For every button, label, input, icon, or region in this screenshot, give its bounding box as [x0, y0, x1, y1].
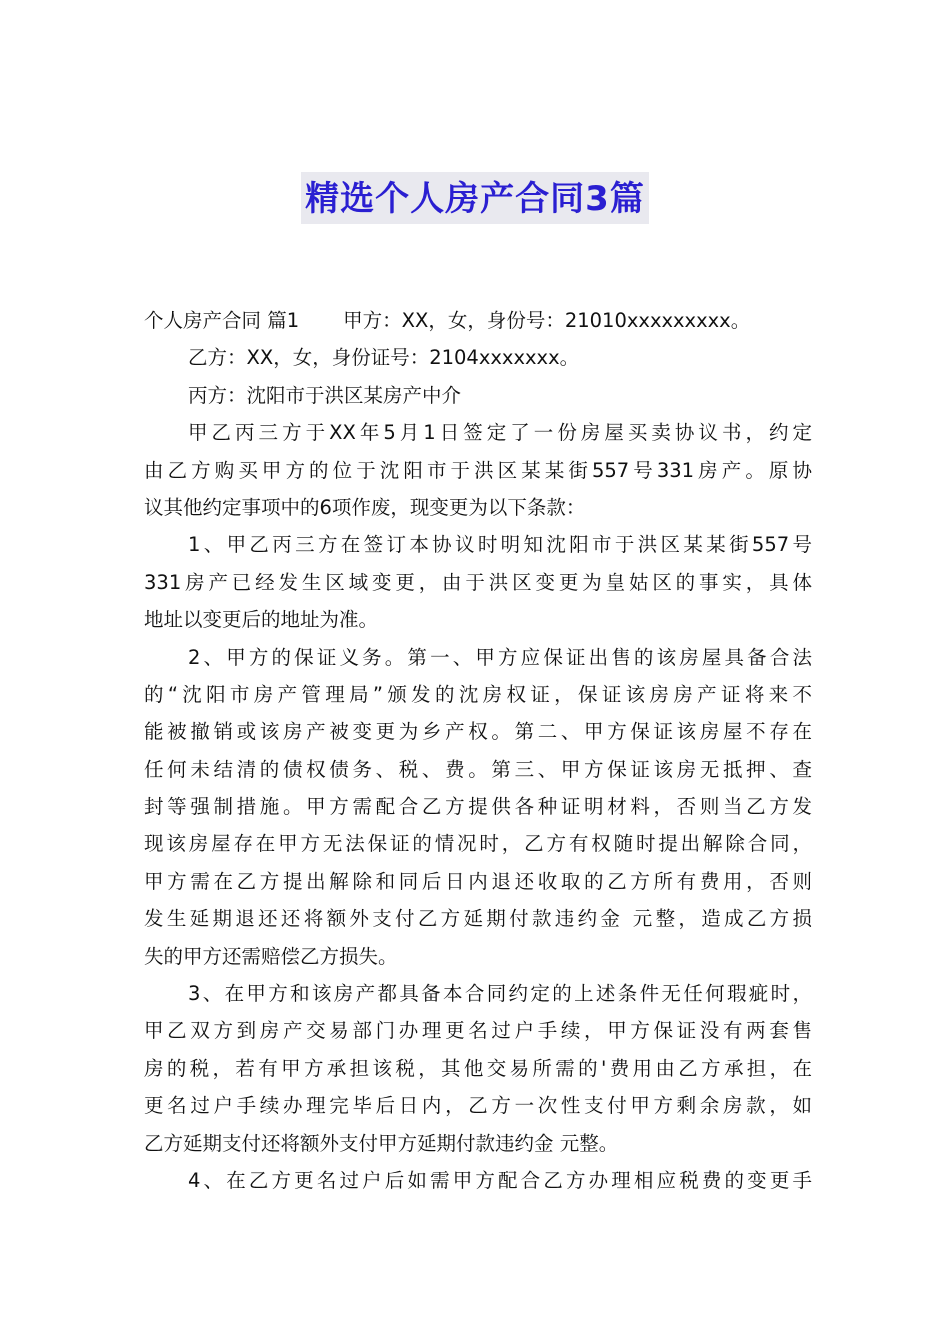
body-line-1 — [144, 302, 812, 339]
clause-3-line: 甲乙双方到房产交易部门办理更名过户手续，甲方保证没有两套售 — [144, 1019, 812, 1043]
section-heading: 个人房产合同 篇1 — [144, 309, 300, 332]
paragraph-line: 甲乙丙三方于XX年5月1日签定了一份房屋买卖协议书，约定 — [188, 421, 812, 445]
clause-2-line: 能被撤销或该房产被变更为乡产权。第二、甲方保证该房屋不存在 — [144, 720, 812, 744]
clause-3-line: 3、在甲方和该房产都具备本合同约定的上述条件无任何瑕疵时， — [188, 982, 812, 1006]
clause-3-line: 房的税，若有甲方承担该税，其他交易所需的'费用由乙方承担，在 — [144, 1056, 812, 1080]
clause-2-line: 现该房屋存在甲方无法保证的情况时，乙方有权随时提出解除合同， — [144, 832, 812, 856]
clause-2-line: 甲方需在乙方提出解除和同后日内退还收取的乙方所有费用，否则 — [144, 869, 812, 893]
document-body — [144, 302, 812, 1199]
paragraph-line: 议其他约定事项中的6项作废，现变更为以下条款： — [144, 495, 586, 519]
clause-4-line: 4、在乙方更名过户后如需甲方配合乙方办理相应税费的变更手 — [188, 1168, 812, 1192]
clause-1-line: 地址以变更后的地址为准。 — [144, 608, 379, 632]
party-a-text: 甲方：XX，女，身份号：21010xxxxxxxxx。 — [343, 309, 751, 332]
clause-3-line: 更名过户手续办理完毕后日内，乙方一次性支付甲方剩余房款，如 — [144, 1094, 812, 1118]
clause-2-line: 发生延期退还还将额外支付乙方延期付款违约金 元整，造成乙方损 — [144, 907, 812, 931]
party-b-line: 乙方：XX，女，身份证号：2104xxxxxxx。 — [188, 346, 580, 370]
clause-2-line: 2、甲方的保证义务。第一、甲方应保证出售的该房屋具备合法 — [188, 645, 812, 669]
clause-2-line: 封等强制措施。甲方需配合乙方提供各种证明材料，否则当乙方发 — [144, 795, 812, 819]
clause-2-line: 失的甲方还需赔偿乙方损失。 — [144, 944, 398, 968]
clause-1-line: 331房产已经发生区域变更，由于洪区变更为皇姑区的事实，具体 — [144, 570, 812, 594]
paragraph-line: 由乙方购买甲方的位于沈阳市于洪区某某街557号331房产。原协 — [144, 458, 812, 482]
clause-3-line: 乙方延期支付还将额外支付甲方延期付款违约金 元整。 — [144, 1131, 619, 1155]
clause-1-line: 1、甲乙丙三方在签订本协议时明知沈阳市于洪区某某街557号 — [188, 533, 812, 557]
document-title: 精选个人房产合同3篇 — [301, 172, 649, 224]
clause-2-line: 任何未结清的债权债务、税、费。第三、甲方保证该房无抵押、查 — [144, 757, 812, 781]
clause-2-line: 的“沈阳市房产管理局”颁发的沈房权证，保证该房房产证将来不 — [144, 682, 812, 706]
title-area — [0, 172, 950, 224]
party-c-line: 丙方：沈阳市于洪区某房产中介 — [188, 383, 462, 407]
